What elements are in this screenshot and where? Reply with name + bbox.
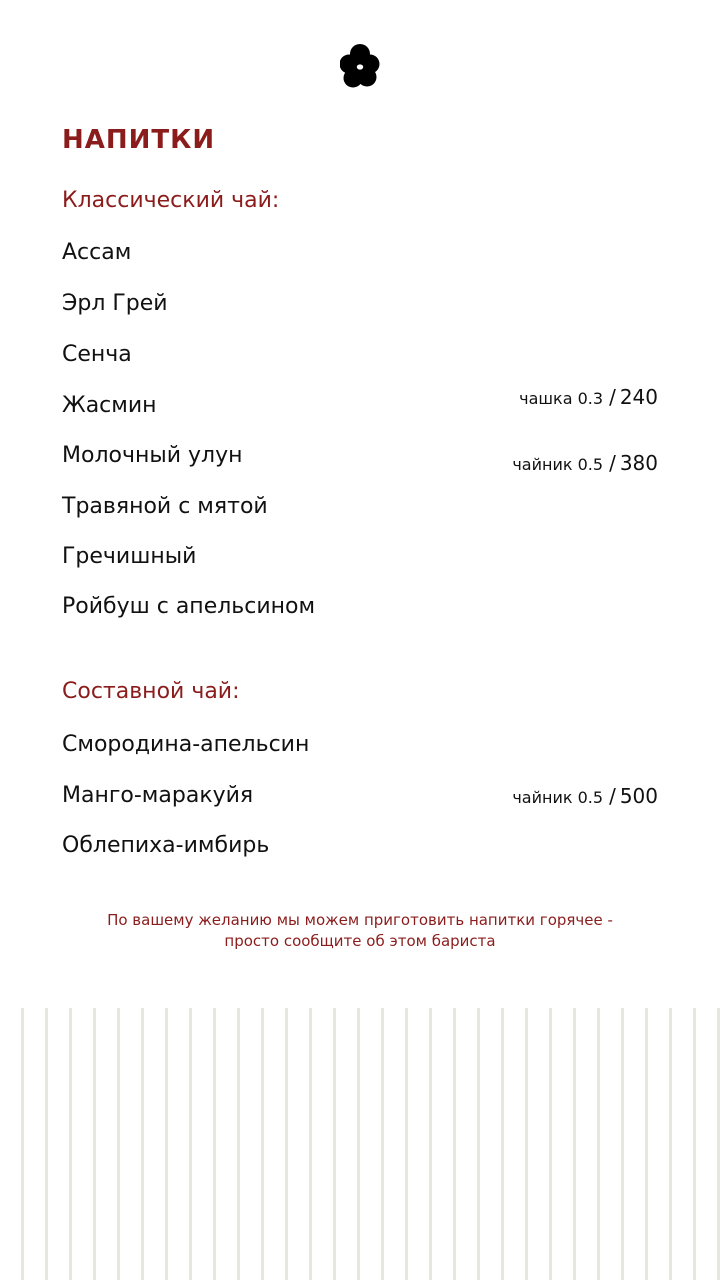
- menu-item: Ассам: [62, 240, 132, 265]
- menu-item: Облепиха-имбирь: [62, 833, 270, 858]
- price-row: [519, 384, 658, 412]
- price-separator: /: [609, 784, 616, 808]
- serving-note-line: По вашему желанию мы можем приготовить напитки горячее -: [107, 911, 613, 929]
- menu-item: Жасмин: [62, 393, 157, 418]
- serving-note-line: просто сообщите об этом бариста: [224, 932, 496, 950]
- price-volume: чайник 0.5: [512, 455, 604, 474]
- section-title-classic: Классический чай:: [62, 188, 280, 213]
- price-amount: 240: [619, 385, 658, 409]
- menu-item: Гречишный: [62, 544, 197, 569]
- menu-item: Эрл Грей: [62, 291, 168, 316]
- price-volume: чайник 0.5: [512, 788, 604, 807]
- price-separator: /: [609, 385, 616, 409]
- menu-item: Травяной с мятой: [62, 494, 268, 519]
- price-separator: /: [609, 451, 616, 475]
- price-amount: 500: [619, 784, 658, 808]
- price-row: [512, 783, 658, 811]
- menu-title: НАПИТКИ: [62, 125, 216, 155]
- price-row: [512, 450, 658, 478]
- menu-item: Ройбуш с апельсином: [62, 594, 316, 619]
- flower-icon: [340, 43, 380, 89]
- menu-item: Манго-маракуйя: [62, 783, 254, 808]
- decorative-stripes: [0, 1008, 720, 1280]
- section-title-composite: Составной чай:: [62, 679, 240, 704]
- menu-item: Молочный улун: [62, 443, 243, 468]
- menu-item: Смородина-апельсин: [62, 732, 310, 757]
- price-amount: 380: [619, 451, 658, 475]
- serving-note: [60, 910, 660, 952]
- menu-item: Сенча: [62, 342, 132, 367]
- price-volume: чашка 0.3: [519, 389, 604, 408]
